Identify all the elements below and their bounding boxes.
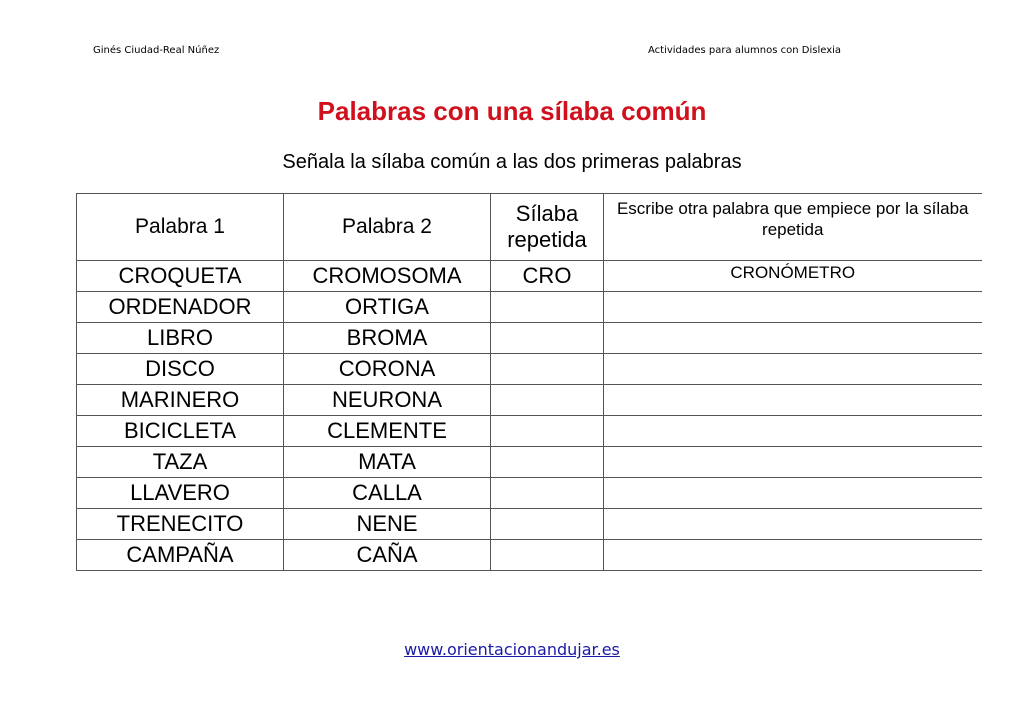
table-row [77,292,982,323]
otra-palabra-cell[interactable] [604,292,982,323]
palabra-2-cell: CAÑA [284,540,491,571]
palabra-2-cell: CORONA [284,354,491,385]
otra-palabra-cell[interactable] [604,416,982,447]
palabra-1-cell: ORDENADOR [77,292,284,323]
otra-palabra-cell[interactable] [604,354,982,385]
header-subject: Actividades para alumnos con Dislexia [648,45,842,56]
palabra-2-cell: BROMA [284,323,491,354]
silaba-repetida-cell[interactable]: CRO [491,261,604,292]
table-row [77,261,982,292]
otra-palabra-cell[interactable] [604,323,982,354]
silaba-repetida-cell[interactable] [491,354,604,385]
table-row [77,354,982,385]
palabra-1-cell: DISCO [77,354,284,385]
otra-palabra-cell[interactable] [604,447,982,478]
header-palabra-2: Palabra 2 [284,194,491,261]
header-author: Ginés Ciudad-Real Núñez [93,45,220,56]
table-row [77,385,982,416]
table-row [77,478,982,509]
silaba-repetida-cell[interactable] [491,292,604,323]
palabra-2-cell: CALLA [284,478,491,509]
palabra-1-cell: LIBRO [77,323,284,354]
silaba-repetida-cell[interactable] [491,416,604,447]
table-row [77,323,982,354]
otra-palabra-cell[interactable]: CRONÓMETRO [604,261,982,292]
silaba-repetida-cell[interactable] [491,323,604,354]
silaba-repetida-cell[interactable] [491,540,604,571]
otra-palabra-cell[interactable] [604,509,982,540]
otra-palabra-cell[interactable] [604,540,982,571]
page-title: Palabras con una sílaba común [317,96,707,126]
palabra-2-cell: MATA [284,447,491,478]
otra-palabra-cell[interactable] [604,385,982,416]
table-row [77,416,982,447]
worksheet-table [76,193,982,571]
silaba-repetida-cell[interactable] [491,447,604,478]
silaba-repetida-cell[interactable] [491,509,604,540]
palabra-2-cell: NEURONA [284,385,491,416]
header-escribe-otra-palabra: Escribe otra palabra que empiece por la sílaba repetida [604,194,982,261]
table-header-row [77,194,982,261]
palabra-2-cell: CLEMENTE [284,416,491,447]
instruction-text: Señala la sílaba común a las dos primeras palabras [282,151,742,173]
website-link[interactable]: www.orientacionandujar.es [404,640,620,659]
header-silaba-repetida: Sílaba repetida [491,194,604,261]
footer [0,640,1024,659]
silaba-repetida-cell[interactable] [491,478,604,509]
header-palabra-1: Palabra 1 [77,194,284,261]
palabra-2-cell: CROMOSOMA [284,261,491,292]
palabra-1-cell: CROQUETA [77,261,284,292]
palabra-2-cell: NENE [284,509,491,540]
table-row [77,509,982,540]
palabra-1-cell: LLAVERO [77,478,284,509]
table-row [77,447,982,478]
palabra-2-cell: ORTIGA [284,292,491,323]
palabra-1-cell: TRENECITO [77,509,284,540]
table-row [77,540,982,571]
otra-palabra-cell[interactable] [604,478,982,509]
palabra-1-cell: TAZA [77,447,284,478]
palabra-1-cell: BICICLETA [77,416,284,447]
palabra-1-cell: MARINERO [77,385,284,416]
palabra-1-cell: CAMPAÑA [77,540,284,571]
silaba-repetida-cell[interactable] [491,385,604,416]
